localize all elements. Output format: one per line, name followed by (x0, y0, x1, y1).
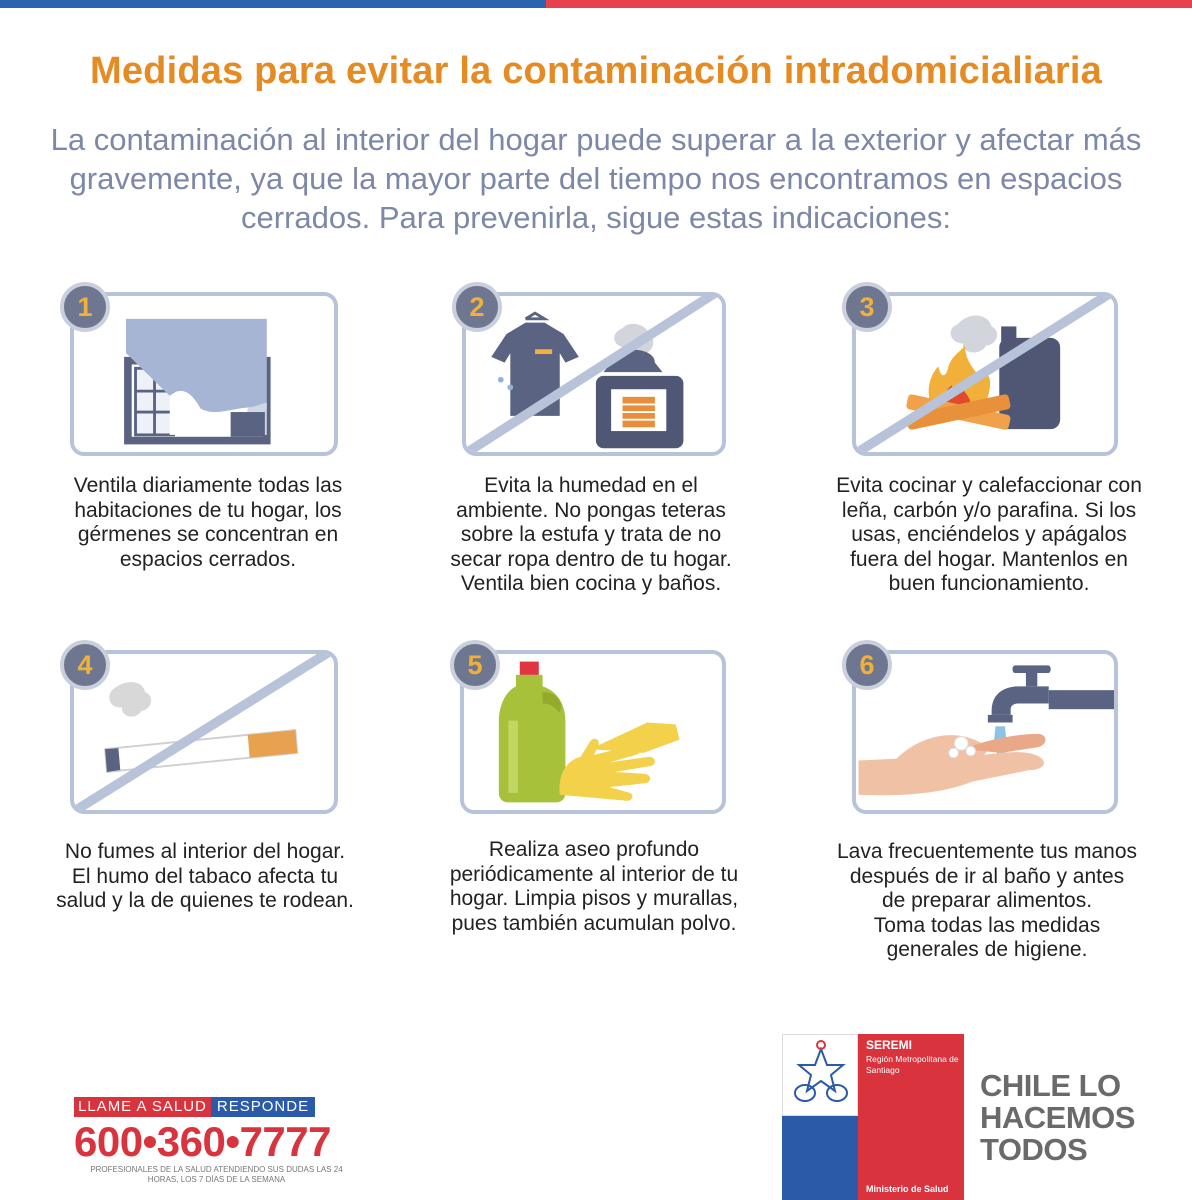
hotline-banner-left: LLAME A SALUD (74, 1097, 211, 1117)
tip-4-badge: 4 (60, 640, 110, 690)
hotline-banner (74, 1097, 364, 1117)
logo-seremi: SEREMI (866, 1038, 913, 1052)
hotline-note: PROFESIONALES DE LA SALUD ATENDIENDO SUS DUDAS LAS 24 HORAS, LOS 7 DÍAS DE LA SEMANA (90, 1165, 343, 1184)
hotline-block (74, 1097, 364, 1185)
tip-1-frame (70, 292, 338, 456)
hotline-banner-right: RESPONDE (211, 1097, 315, 1117)
tip-3-badge: 3 (842, 282, 892, 332)
top-bar-blue (0, 0, 546, 8)
tip-3-frame (852, 292, 1118, 456)
slogan-line-1: CHILE LO (980, 1068, 1121, 1103)
seremi-logo (782, 1034, 964, 1200)
logo-red-panel (858, 1034, 964, 1200)
slogan-line-2: HACEMOS (980, 1100, 1135, 1135)
tip-5-badge: 5 (450, 640, 500, 690)
page-title: Medidas para evitar la contaminación intradomicialiaria (89, 50, 1102, 92)
top-bar-red (546, 0, 1192, 8)
cigarette-icon (74, 654, 334, 810)
tip-2-badge: 2 (452, 282, 502, 332)
cleaning-bottle-and-gloves-icon (464, 654, 722, 810)
tip-5-frame (460, 650, 726, 814)
top-color-bar (0, 0, 1192, 8)
slogan (980, 1070, 1135, 1166)
firewood-and-fuel-icon (856, 296, 1114, 452)
hand-washing-icon (856, 654, 1114, 810)
tip-2-frame (462, 292, 726, 456)
logo-blue-block (782, 1116, 858, 1200)
shirt-and-heater-icon (466, 296, 722, 452)
slogan-line-3: TODOS (980, 1132, 1088, 1167)
tip-4-text: No fumes al interior del hogar. El humo del tabaco afecta tu salud y la de quienes te rodean. (56, 840, 354, 912)
tip-2-text: Evita la humedad en el ambiente. No pongas teteras sobre la estufa y trata de no secar ropa dentro de tu hogar. Ventila bien cocina y baños. (450, 474, 732, 595)
logo-left-panel (782, 1034, 858, 1200)
logo-region: Región Metropolitana de Santiago (866, 1054, 959, 1075)
tip-4-frame (70, 650, 338, 814)
open-window-icon (74, 296, 334, 452)
logo-crest-area (782, 1034, 858, 1116)
tip-1-badge: 1 (60, 282, 110, 332)
page-subtitle: La contaminación al interior del hogar puede superar a la exterior y afectar más gravemente, ya que la mayor parte del tiempo nos encontramos en espacios cerrados. Para prevenirla, sigue estas indicaciones: (50, 122, 1142, 235)
logo-ministry: Ministerio de Salud (866, 1184, 949, 1194)
tip-3-text: Evita cocinar y calefaccionar con leña, carbón y/o parafina. Si los usas, enciéndelos y apágalos fuera del hogar. Mantenlos en buen funcionamiento. (836, 474, 1142, 595)
tip-1-text: Ventila diariamente todas las habitaciones de tu hogar, los gérmenes se concentran en espacios cerrados. (73, 474, 343, 571)
tip-6-frame (852, 650, 1118, 814)
tip-6-badge: 6 (842, 640, 892, 690)
coat-of-arms-icon (783, 1035, 859, 1117)
tip-6-text: Lava frecuentemente tus manos después de ir al baño y antes de preparar alimentos. Toma todas las medidas generales de higiene. (836, 840, 1137, 961)
tip-5-text: Realiza aseo profundo periódicamente al interior de tu hogar. Limpia pisos y murallas, pues también acumulan polvo. (449, 838, 739, 935)
hotline-number[interactable]: 600•360•7777 (74, 1118, 331, 1165)
